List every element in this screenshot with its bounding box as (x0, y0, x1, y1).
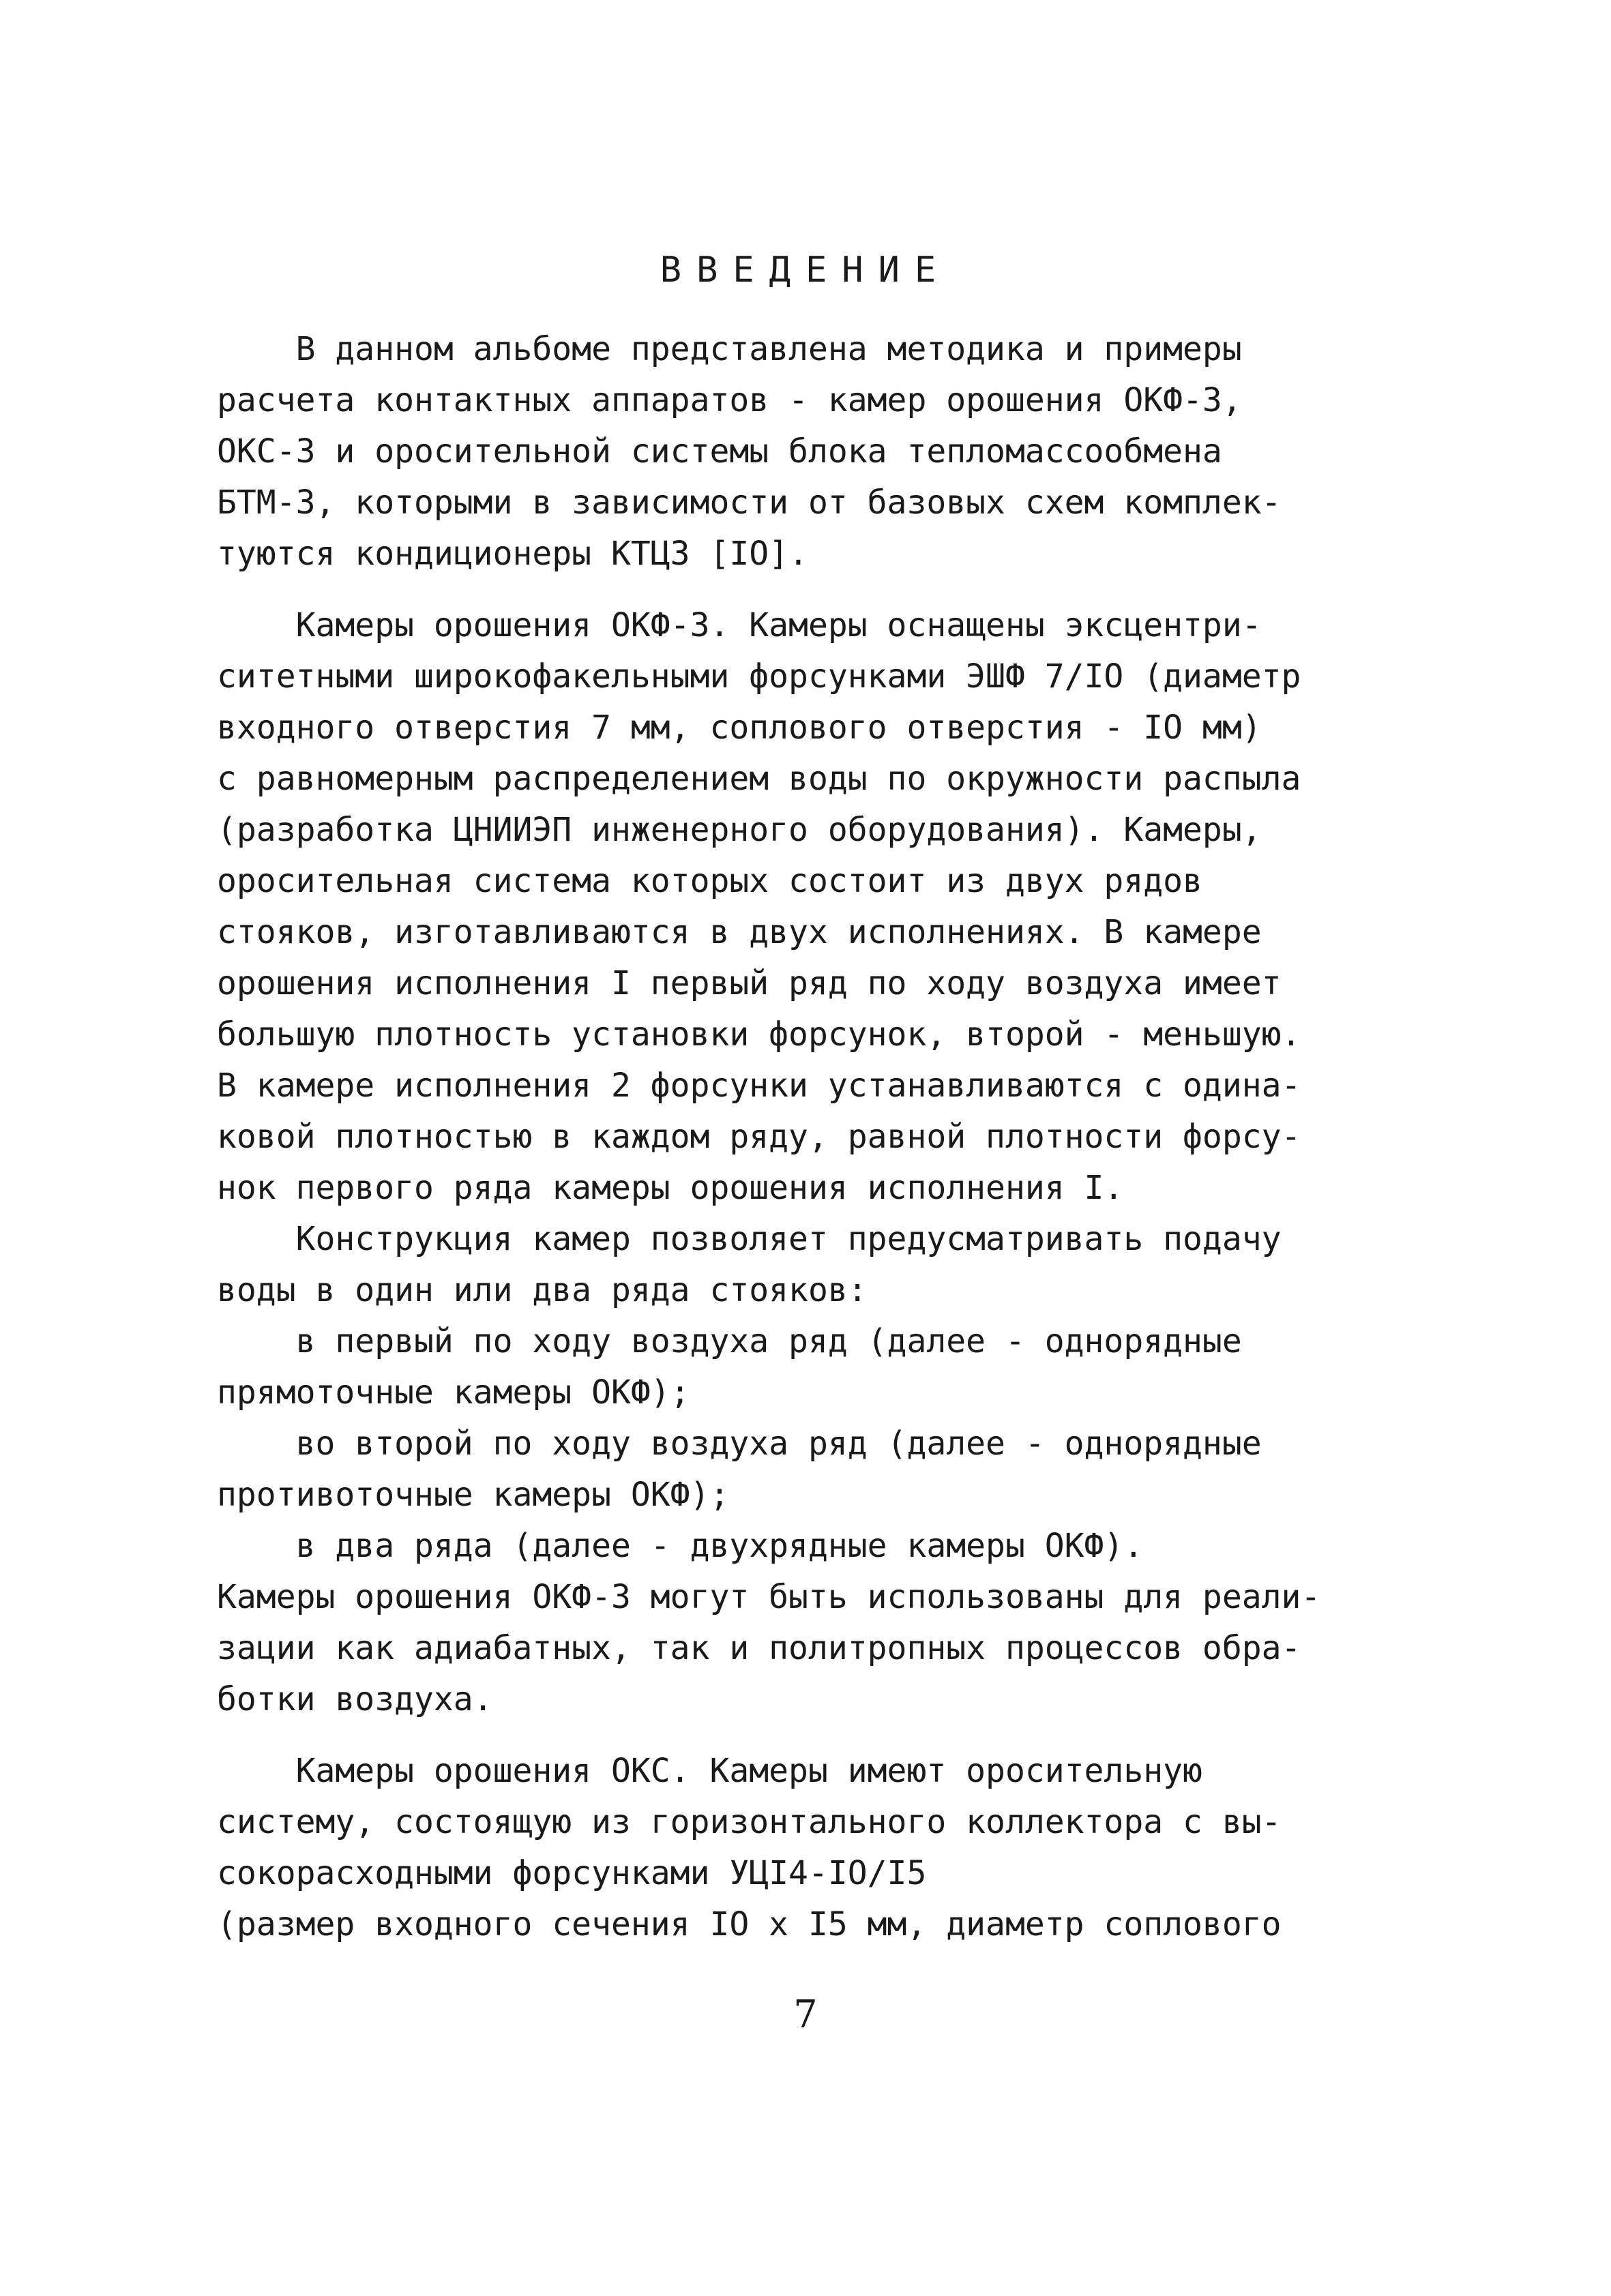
text-line: Конструкция камер позволяет предусматривать подачу (217, 1220, 1282, 1258)
text-line: сокорасходными форсунками УЦI4-IO/I5 (217, 1854, 927, 1892)
page-title: ВВЕДЕНИЕ (660, 250, 951, 290)
text-line: воды в один или два ряда стояков: (217, 1271, 868, 1309)
text-line: в первый по ходу воздуха ряд (далее - однорядные (217, 1322, 1242, 1360)
text-line: ковой плотностью в каждом ряду, равной плотности форсу- (217, 1118, 1301, 1156)
text-line: входного отверстия 7 мм, соплового отверстия - IO мм) (217, 709, 1262, 747)
text-line: Камеры орошения ОКС. Камеры имеют оросительную (217, 1752, 1202, 1790)
text-line: нок первого ряда камеры орошения исполнения I. (217, 1169, 1124, 1207)
text-line: орошения исполнения I первый ряд по ходу воздуха имеет (217, 964, 1282, 1002)
text-line: В камере исполнения 2 форсунки устанавливаются с одина- (217, 1067, 1301, 1105)
text-line: зации как адиабатных, так и политропных процессов обра- (217, 1629, 1301, 1667)
text-line: ОКС-3 и оросительной системы блока тепломассообмена (217, 432, 1222, 471)
text-line: ботки воздуха. (217, 1680, 493, 1718)
text-line: большую плотность установки форсунок, второй - меньшую. (217, 1015, 1301, 1054)
text-line: противоточные камеры ОКФ); (217, 1476, 730, 1514)
paragraph-gap (217, 580, 1390, 600)
text-line: (разработка ЦНИИЭП инженерного оборудования). Камеры, (217, 811, 1262, 849)
body-text (217, 324, 1390, 1950)
text-line: прямоточные камеры ОКФ); (217, 1373, 690, 1412)
text-line: оросительная система которых состоит из двух рядов (217, 862, 1202, 900)
text-line: стояков, изготавливаются в двух исполнениях. В камере (217, 913, 1262, 951)
text-line: во второй по ходу воздуха ряд (далее - однорядные (217, 1425, 1262, 1463)
text-line: ситетными широкофакельными форсунками ЭШФ 7/IO (диаметр (217, 657, 1301, 696)
text-line: систему, состоящую из горизонтального коллектора с вы- (217, 1803, 1282, 1841)
text-line: в два ряда (далее - двухрядные камеры ОКФ). (217, 1527, 1144, 1565)
paragraph-gap (217, 1725, 1390, 1746)
text-line: В данном альбоме представлена методика и примеры (217, 330, 1242, 368)
text-line: туются кондиционеры КТЦЗ [IO]. (217, 535, 808, 573)
text-line: БТМ-3, которыми в зависимости от базовых схем комплек- (217, 483, 1282, 522)
page-number: 7 (793, 1993, 818, 2037)
text-line: Камеры орошения ОКФ-3. Камеры оснащены эксцентри- (217, 606, 1262, 644)
text-line: с равномерным распределением воды по окружности распыла (217, 760, 1301, 798)
text-line: расчета контактных аппаратов - камер орошения ОКФ-3, (217, 381, 1242, 419)
text-line: (размер входного сечения IO x I5 мм, диаметр соплового (217, 1905, 1282, 1943)
text-line: Камеры орошения ОКФ-3 могут быть использованы для реали- (217, 1578, 1321, 1616)
